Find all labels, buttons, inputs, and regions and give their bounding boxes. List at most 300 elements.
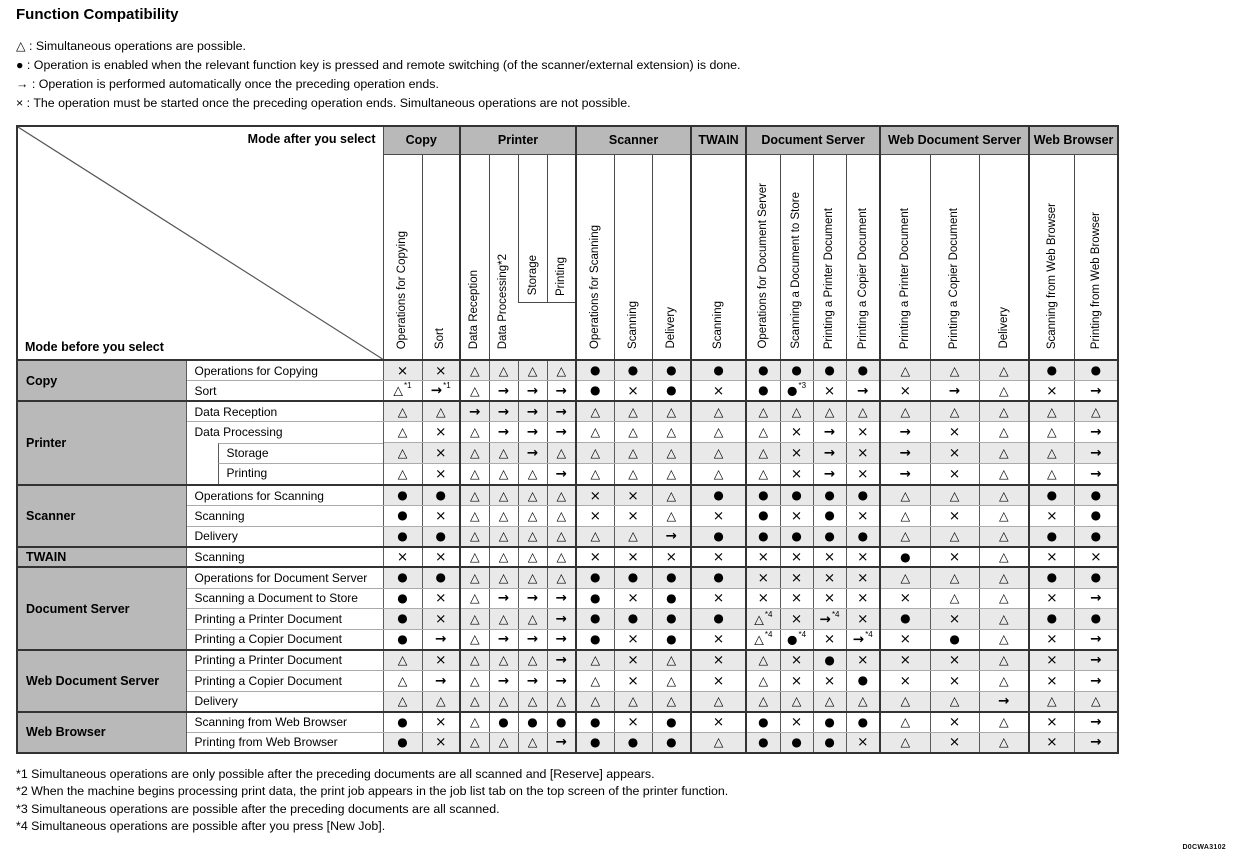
symbol-x: × [627, 652, 639, 669]
column-header-operations-for-document-server [746, 154, 780, 360]
symbol-dot: ● [498, 714, 509, 729]
symbol-tri: △ [556, 445, 567, 461]
symbol-tri: △ [666, 487, 677, 503]
matrix-cell [813, 650, 846, 671]
symbol-arr: → [435, 672, 447, 689]
matrix-cell [780, 547, 813, 568]
column-header-label: Sort [434, 327, 447, 349]
symbol-dot: ● [435, 528, 446, 543]
matrix-cell [547, 629, 576, 650]
symbol-arr: → [1090, 590, 1102, 607]
symbol-x: × [435, 610, 447, 627]
matrix-cell [460, 609, 489, 630]
symbol-x: × [627, 382, 639, 399]
matrix-cell [691, 526, 746, 547]
matrix-cell [489, 650, 518, 671]
symbol-tri: △ [590, 445, 601, 461]
row-group-scanner: Scanner [17, 485, 186, 547]
symbol-x: × [435, 734, 447, 751]
symbol-tri: △ [527, 507, 538, 523]
symbol-dot: ● [824, 508, 835, 523]
symbol-x: × [948, 610, 961, 627]
matrix-cell [518, 401, 547, 422]
matrix-cell [383, 547, 422, 568]
matrix-cell [547, 401, 576, 422]
symbol-arr: → [665, 528, 677, 545]
symbol-tri: △ [590, 693, 601, 709]
symbol-tri: △ [758, 693, 769, 709]
symbol-dot: ● [666, 734, 677, 749]
matrix-cell [979, 485, 1029, 506]
matrix-cell [460, 732, 489, 753]
matrix-cell [691, 588, 746, 609]
symbol-dot: ● [590, 631, 601, 646]
matrix-cell [846, 422, 880, 443]
matrix-cell [930, 547, 979, 568]
matrix-cell [813, 567, 846, 588]
column-header-label: Delivery [664, 307, 677, 349]
symbol-x: × [627, 507, 639, 524]
matrix-cell [518, 360, 547, 381]
symbol-tri: △ [713, 734, 724, 750]
row-group-twain: TWAIN [17, 547, 186, 568]
matrix-cell [691, 464, 746, 485]
matrix-cell [979, 381, 1029, 402]
matrix-cell [489, 712, 518, 733]
symbol-dot: ● [791, 528, 802, 543]
footnote-ref: *1 [404, 381, 412, 391]
symbol-tri: △ [397, 693, 408, 709]
matrix-cell [518, 567, 547, 588]
symbol-tri: △ [666, 445, 677, 461]
symbol-x: × [589, 487, 601, 504]
symbol-x: × [948, 652, 961, 669]
matrix-cell [614, 629, 652, 650]
symbol-tri: △ [754, 611, 764, 627]
matrix-cell [979, 732, 1029, 753]
symbol-tri: △ [590, 672, 601, 688]
matrix-cell [691, 609, 746, 630]
symbol-x: × [823, 382, 836, 399]
symbol-x: × [948, 549, 961, 566]
column-header-label: Data Reception [468, 269, 481, 349]
matrix-cell [518, 506, 547, 527]
matrix-cell [547, 422, 576, 443]
symbol-x: × [712, 672, 725, 689]
symbol-x: × [899, 652, 911, 669]
symbol-arr: → [469, 403, 481, 420]
matrix-cell [1029, 526, 1074, 547]
symbol-x: × [857, 734, 869, 751]
symbol-tri: △ [469, 466, 480, 482]
symbol-tri: △ [469, 590, 480, 606]
symbol-tri: △ [556, 362, 567, 378]
symbol-dot: ● [900, 549, 911, 564]
column-header-data-processing-2 [489, 154, 518, 360]
symbol-x: × [712, 714, 725, 731]
symbol-dot: ● [713, 363, 724, 378]
matrix-cell [1029, 670, 1074, 691]
matrix-cell [813, 609, 846, 630]
matrix-cell [652, 526, 691, 547]
compatibility-table-container [16, 125, 1220, 754]
matrix-cell [746, 464, 780, 485]
matrix-cell [930, 670, 979, 691]
symbol-tri: △ [949, 569, 960, 585]
matrix-cell [422, 547, 460, 568]
symbol-arr: → [1090, 424, 1102, 441]
matrix-cell [460, 360, 489, 381]
row-group-copy: Copy [17, 360, 186, 401]
symbol-tri: △ [999, 734, 1009, 750]
matrix-cell [1074, 360, 1118, 381]
matrix-cell [614, 485, 652, 506]
symbol-dot: ● [666, 631, 677, 646]
matrix-cell [880, 650, 930, 671]
matrix-cell [383, 629, 422, 650]
matrix-cell [422, 670, 460, 691]
matrix-cell [746, 588, 780, 609]
table-row [17, 650, 1118, 671]
matrix-cell [422, 629, 460, 650]
column-group-twain: TWAIN [691, 126, 746, 154]
column-header-label: Scanning from Web Browser [1045, 202, 1058, 349]
matrix-cell [780, 691, 813, 712]
symbol-dot: ● [590, 590, 601, 605]
matrix-cell [1074, 567, 1118, 588]
matrix-cell [780, 526, 813, 547]
corner-cell [17, 126, 383, 360]
row-label-scanning: Scanning [186, 506, 383, 527]
table-row [17, 360, 1118, 381]
symbol-tri: △ [713, 693, 724, 709]
mode-after-label: Mode after you select [247, 132, 376, 146]
footnote-ref: *1 [443, 381, 451, 391]
matrix-cell [1029, 629, 1074, 650]
matrix-cell [422, 443, 460, 464]
matrix-cell [780, 712, 813, 733]
symbol-arr: → [497, 403, 510, 420]
matrix-cell [489, 464, 518, 485]
matrix-cell [383, 670, 422, 691]
symbol-x: × [899, 590, 911, 607]
legend-line: × : The operation must be started once the preceding operation ends. Simultaneous operations are not possible. [16, 96, 631, 110]
symbol-dot: ● [1046, 570, 1058, 585]
symbol-dot: ● [1090, 363, 1102, 378]
column-header-label: Operations for Copying [396, 230, 409, 349]
symbol-x: × [589, 549, 601, 566]
matrix-cell [880, 381, 930, 402]
symbol-x: × [1046, 631, 1058, 648]
symbol-tri: △ [590, 403, 601, 419]
symbol-x: × [790, 672, 803, 689]
matrix-cell [979, 712, 1029, 733]
symbol-dot: ● [791, 488, 802, 503]
symbol-tri: △ [527, 466, 538, 482]
symbol-x: × [627, 549, 639, 566]
matrix-cell [1074, 464, 1118, 485]
matrix-cell [979, 567, 1029, 588]
matrix-cell [614, 670, 652, 691]
matrix-cell [652, 567, 691, 588]
matrix-cell [930, 650, 979, 671]
matrix-cell [846, 712, 880, 733]
symbol-dot: ● [627, 570, 639, 585]
symbol-tri: △ [900, 403, 911, 419]
symbol-arr: → [1090, 714, 1102, 731]
matrix-cell [547, 526, 576, 547]
symbol-dot: ● [1046, 528, 1058, 543]
symbol-x: × [1046, 549, 1058, 566]
symbol-tri: △ [469, 714, 480, 730]
matrix-cell [460, 485, 489, 506]
symbol-x: × [790, 507, 803, 524]
matrix-cell [846, 464, 880, 485]
matrix-cell [846, 691, 880, 712]
row-group-web-browser: Web Browser [17, 712, 186, 753]
symbol-x: × [790, 610, 803, 627]
matrix-cell [880, 712, 930, 733]
matrix-cell [652, 609, 691, 630]
symbol-tri: △ [397, 466, 408, 482]
symbol-arr: → [1090, 445, 1102, 462]
matrix-cell [383, 609, 422, 630]
symbol-dot: ● [1090, 570, 1102, 585]
symbol-tri: △ [469, 652, 480, 668]
row-label-printing-from-web-browser: Printing from Web Browser [186, 732, 383, 753]
matrix-cell [813, 588, 846, 609]
symbol-tri: △ [949, 693, 960, 709]
matrix-cell [576, 691, 614, 712]
matrix-cell [547, 443, 576, 464]
symbol-tri: △ [556, 507, 567, 523]
symbol-tri: △ [469, 693, 480, 709]
matrix-cell [422, 588, 460, 609]
column-header-operations-for-copying [383, 154, 422, 360]
symbol-dot: ● [758, 383, 769, 398]
matrix-cell [846, 526, 880, 547]
matrix-cell [746, 691, 780, 712]
symbol-dot: ● [1090, 611, 1102, 626]
row-label-delivery: Delivery [186, 526, 383, 547]
symbol-tri: △ [900, 569, 911, 585]
row-label-scanning-from-web-browser: Scanning from Web Browser [186, 712, 383, 733]
symbol-tri: △ [999, 549, 1009, 565]
diagonal-line [18, 127, 383, 359]
symbol-x: × [948, 734, 961, 751]
matrix-cell [813, 360, 846, 381]
matrix-cell [547, 506, 576, 527]
matrix-cell [489, 401, 518, 422]
matrix-cell [576, 732, 614, 753]
matrix-cell [489, 526, 518, 547]
symbol-x: × [627, 590, 639, 607]
column-header-label: Scanning [626, 301, 639, 349]
matrix-cell [691, 401, 746, 422]
column-header-storage [518, 154, 547, 360]
symbol-tri: △ [949, 528, 960, 544]
matrix-cell [614, 650, 652, 671]
matrix-cell [1029, 650, 1074, 671]
symbol-tri: △ [435, 693, 446, 709]
matrix-cell [1074, 526, 1118, 547]
matrix-cell [813, 670, 846, 691]
matrix-cell [547, 381, 576, 402]
matrix-cell [518, 629, 547, 650]
symbol-arr: → [555, 424, 567, 441]
matrix-cell [652, 732, 691, 753]
matrix-cell [576, 464, 614, 485]
matrix-cell [1029, 443, 1074, 464]
symbol-x: × [1090, 549, 1102, 566]
row-label-printing-a-printer-document: Printing a Printer Document [186, 650, 383, 671]
matrix-cell [979, 506, 1029, 527]
matrix-cell [930, 485, 979, 506]
matrix-cell [880, 588, 930, 609]
symbol-x: × [435, 424, 447, 441]
symbol-arr: → [899, 445, 911, 462]
matrix-cell [460, 381, 489, 402]
symbol-tri: △ [590, 528, 601, 544]
symbol-dot: ● [824, 488, 835, 503]
symbol-x: × [435, 362, 447, 379]
matrix-cell [846, 547, 880, 568]
column-header-label: Delivery [997, 307, 1010, 349]
matrix-cell [547, 691, 576, 712]
matrix-cell [489, 567, 518, 588]
matrix-cell [547, 650, 576, 671]
symbol-x: × [757, 590, 769, 607]
symbol-x: × [665, 549, 677, 566]
symbol-tri: △ [527, 652, 538, 668]
symbol-x: × [899, 672, 911, 689]
matrix-cell [846, 629, 880, 650]
symbol-tri: △ [1091, 403, 1101, 419]
symbol-arr: → [526, 590, 539, 607]
symbol-dot: ● [857, 673, 869, 688]
symbol-tri: △ [1047, 466, 1057, 482]
matrix-cell [489, 485, 518, 506]
matrix-cell [614, 506, 652, 527]
matrix-cell [780, 401, 813, 422]
matrix-cell [746, 381, 780, 402]
symbol-tri: △ [900, 528, 911, 544]
matrix-cell [846, 401, 880, 422]
matrix-cell [1074, 650, 1118, 671]
matrix-cell [489, 629, 518, 650]
matrix-cell [1074, 422, 1118, 443]
symbol-tri: △ [556, 549, 567, 565]
matrix-cell [460, 588, 489, 609]
matrix-cell [746, 422, 780, 443]
matrix-cell [518, 609, 547, 630]
matrix-cell [383, 712, 422, 733]
matrix-cell [1074, 609, 1118, 630]
column-subheader-box [518, 155, 547, 303]
symbol-dot: ● [590, 611, 601, 626]
matrix-cell [979, 464, 1029, 485]
symbol-tri: △ [666, 424, 677, 440]
matrix-cell [422, 506, 460, 527]
matrix-cell [746, 485, 780, 506]
symbol-tri: △ [527, 549, 538, 565]
symbol-tri: △ [393, 382, 404, 398]
matrix-cell [846, 567, 880, 588]
column-header-label: Printing from Web Browser [1089, 211, 1102, 349]
column-header-label: Scanning a Document to Store [790, 192, 803, 349]
symbol-tri: △ [527, 487, 538, 503]
matrix-cell [422, 381, 460, 402]
symbol-x: × [899, 382, 911, 399]
matrix-cell [846, 381, 880, 402]
matrix-cell [576, 422, 614, 443]
matrix-cell [880, 422, 930, 443]
symbol-x: × [948, 466, 961, 483]
column-header-label: Data Processing*2 [497, 253, 510, 349]
matrix-cell [691, 485, 746, 506]
row-label-printing-a-copier-document: Printing a Copier Document [186, 670, 383, 691]
symbol-dot: ● [824, 652, 835, 667]
symbol-arr: → [1090, 466, 1102, 483]
symbol-x: × [712, 652, 725, 669]
symbol-arr: → [823, 424, 836, 441]
matrix-cell [652, 401, 691, 422]
matrix-cell [383, 526, 422, 547]
symbol-tri: △ [498, 569, 509, 585]
symbol-x: × [1046, 714, 1058, 731]
symbol-tri: △ [498, 734, 509, 750]
symbol-tri: △ [628, 528, 638, 544]
symbol-dot: ● [1046, 363, 1058, 378]
symbol-dot: ● [397, 488, 408, 503]
symbol-dot: ● [397, 508, 408, 523]
symbol-x: × [1046, 507, 1058, 524]
symbol-x: × [589, 507, 601, 524]
matrix-cell [979, 670, 1029, 691]
matrix-cell [1029, 401, 1074, 422]
symbol-tri: △ [469, 445, 480, 461]
matrix-cell [979, 650, 1029, 671]
symbol-arr: → [555, 403, 567, 420]
matrix-cell [422, 526, 460, 547]
matrix-cell [930, 360, 979, 381]
matrix-cell [614, 712, 652, 733]
matrix-cell [979, 609, 1029, 630]
symbol-dot: ● [713, 528, 724, 543]
symbol-tri: △ [469, 672, 480, 688]
matrix-cell [383, 506, 422, 527]
matrix-cell [614, 401, 652, 422]
symbol-tri: △ [949, 590, 960, 606]
table-row [17, 547, 1118, 568]
symbol-x: × [790, 714, 803, 731]
symbol-x: × [948, 445, 961, 462]
matrix-cell [1029, 422, 1074, 443]
matrix-cell [846, 609, 880, 630]
table-row [17, 485, 1118, 506]
matrix-cell [1074, 506, 1118, 527]
symbol-x: × [857, 549, 869, 566]
symbol-dot: ● [627, 611, 639, 626]
matrix-cell [880, 506, 930, 527]
legend-line: → : Operation is performed automatically once the preceding operation ends. [16, 77, 439, 91]
symbol-x: × [712, 631, 725, 648]
matrix-cell [547, 567, 576, 588]
symbol-tri: △ [999, 528, 1009, 544]
symbol-tri: △ [397, 652, 408, 668]
symbol-dot: ● [949, 631, 960, 646]
symbol-arr: → [555, 382, 567, 399]
